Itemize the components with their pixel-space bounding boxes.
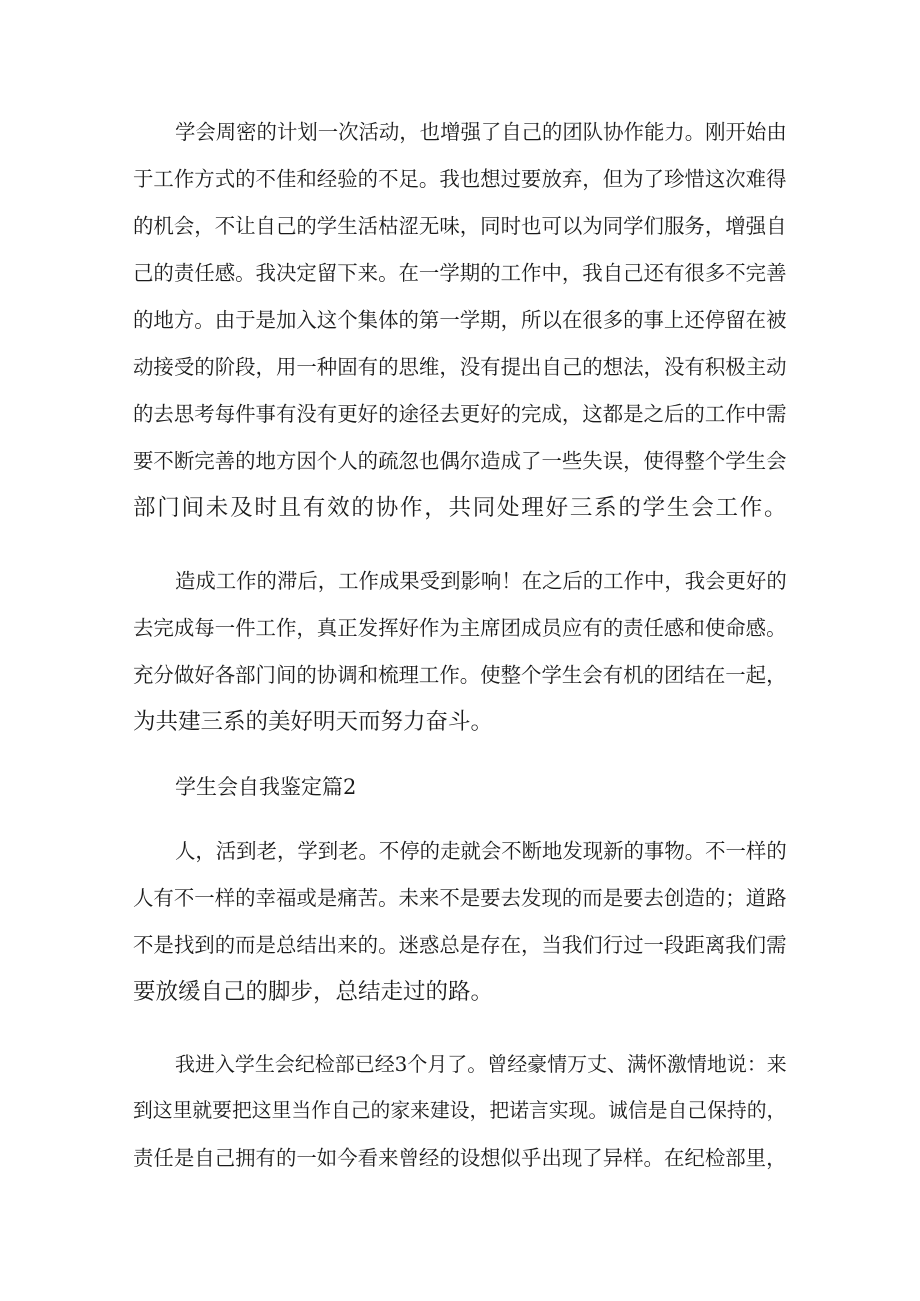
paragraph-4-line-1: 我进入学生会纪检部已经3个月了。曾经豪情万丈、满怀激情地说：来 bbox=[175, 1052, 787, 1076]
paragraph-3-line-2: 人有不一样的幸福或是痛苦。未来不是要去发现的而是要去创造的；道路 bbox=[133, 886, 787, 910]
paragraph-2-line-3: 充分做好各部门间的协调和梳理工作。使整个学生会有机的团结在一起， bbox=[133, 663, 787, 687]
paragraph-1-line-1: 学会周密的计划一次活动，也增强了自己的团队协作能力。刚开始由 bbox=[175, 120, 787, 144]
paragraph-2-line-1: 造成工作的滞后，工作成果受到影响！在之后的工作中，我会更好的 bbox=[175, 569, 787, 593]
paragraph-2-line-2: 去完成每一件工作，真正发挥好作为主席团成员应有的责任感和使命感。 bbox=[133, 616, 787, 640]
paragraph-2-line-4: 为共建三系的美好明天而努力奋斗。 bbox=[133, 709, 494, 735]
paragraph-4-line-3: 责任是自己拥有的一如今看来曾经的设想似乎出现了异样。在纪检部里， bbox=[133, 1146, 787, 1170]
paragraph-4-line-2: 到这里就要把这里当作自己的家来建设，把诺言实现。诚信是自己保持的， bbox=[133, 1099, 787, 1122]
section-heading: 学生会自我鉴定篇2 bbox=[175, 775, 357, 799]
paragraph-1-line-9: 部门间未及时且有效的协作，共同处理好三系的学生会工作。 bbox=[133, 495, 789, 521]
paragraph-3-line-3: 不是找到的而是总结出来的。迷惑总是存在，当我们行过一段距离我们需 bbox=[133, 933, 787, 957]
paragraph-1-line-3: 的机会，不让自己的学生活枯涩无味，同时也可以为同学们服务，增强自 bbox=[133, 214, 787, 238]
paragraph-1-line-7: 的去思考每件事有没有更好的途径去更好的完成，这都是之后的工作中需 bbox=[133, 402, 787, 426]
paragraph-1-line-2: 于工作方式的不佳和经验的不足。我也想过要放弃，但为了珍惜这次难得 bbox=[133, 167, 787, 191]
paragraph-3-line-1: 人，活到老，学到老。不停的走就会不断地发现新的事物。不一样的 bbox=[175, 839, 787, 863]
paragraph-3-line-4: 要放缓自己的脚步，总结走过的路。 bbox=[133, 979, 494, 1005]
paragraph-1-line-8: 要不断完善的地方因个人的疏忽也偶尔造成了一些失误，使得整个学生会 bbox=[133, 449, 787, 473]
paragraph-1-line-5: 的地方。由于是加入这个集体的第一学期，所以在很多的事上还停留在被 bbox=[133, 308, 787, 332]
paragraph-1-line-4: 己的责任感。我决定留下来。在一学期的工作中，我自己还有很多不完善 bbox=[133, 261, 787, 285]
paragraph-1-line-6: 动接受的阶段，用一种固有的思维，没有提出自己的想法，没有积极主动 bbox=[133, 355, 787, 379]
